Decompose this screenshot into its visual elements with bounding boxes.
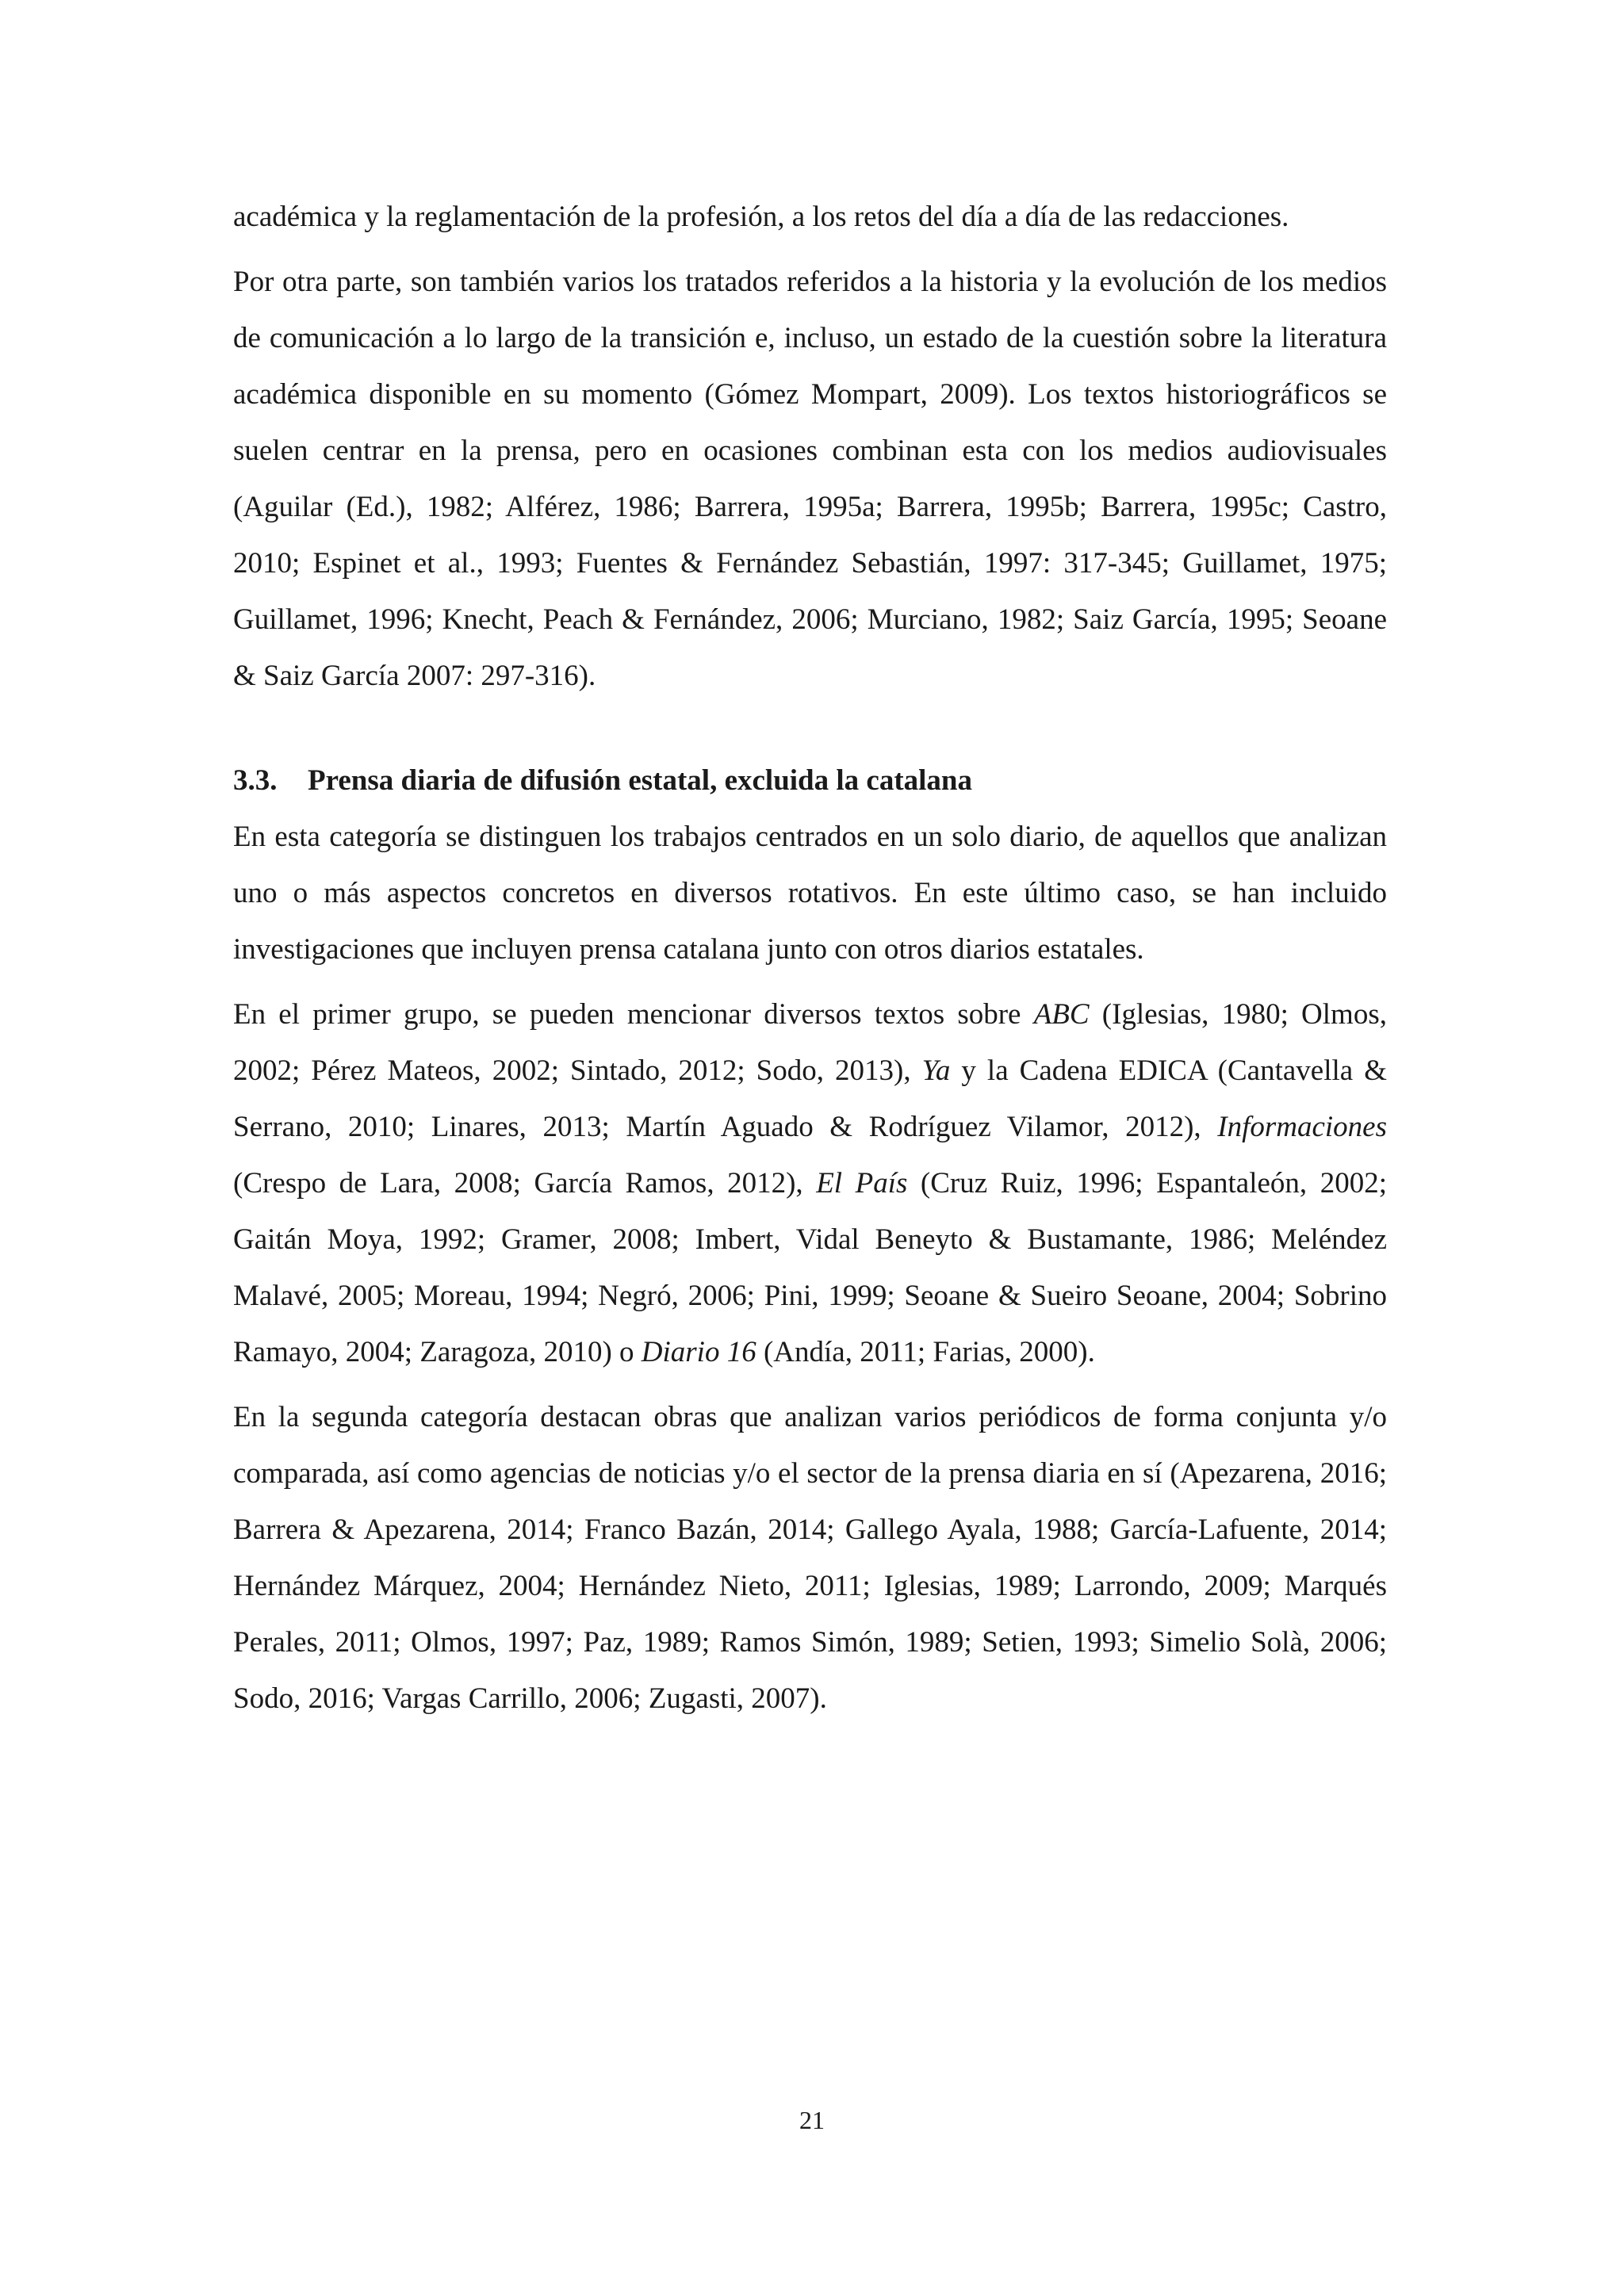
document-page bbox=[233, 189, 1387, 1735]
newspaper-title-informaciones: Informaciones bbox=[1217, 1111, 1387, 1143]
text-run: En el primer grupo, se pueden mencionar diversos textos sobre bbox=[233, 998, 1034, 1031]
section-title: Prensa diaria de difusión estatal, excluida la catalana bbox=[308, 764, 973, 797]
text-run: (Iglesias, 1980; Olmos, 2002; Pérez Mateos, 2002; Sintado, 2012; Sodo, 2013), bbox=[233, 998, 1387, 1087]
newspaper-title-el-pais: El País bbox=[816, 1167, 908, 1200]
text-run: (Cruz Ruiz, 1996; Espantaleón, 2002; Gaitán Moya, 1992; Gramer, 2008; Imbert, Vidal Beneyto & Bustamante, 1986; Meléndez Malavé, 2005; Moreau, 1994; Negró, 2006; Pini, 1999; Seoane & Sueiro Seoane, 2004; Sobrino Ramayo, 2004; Zaragoza, 2010) o bbox=[233, 1167, 1387, 1368]
paragraph-4 bbox=[233, 986, 1387, 1380]
section-heading bbox=[233, 752, 1387, 809]
paragraph-1: académica y la reglamentación de la profesión, a los retos del día a día de las redacciones. bbox=[233, 201, 1289, 233]
newspaper-title-abc: ABC bbox=[1033, 998, 1090, 1031]
newspaper-title-ya: Ya bbox=[921, 1054, 951, 1087]
text-run: (Andía, 2011; Farias, 2000). bbox=[756, 1336, 1095, 1368]
text-run: (Crespo de Lara, 2008; García Ramos, 2012), bbox=[233, 1167, 817, 1200]
section-number: 3.3. bbox=[233, 764, 278, 797]
paragraph-3: En esta categoría se distinguen los trabajos centrados en un solo diario, de aquellos que analizan uno o más aspectos concretos en diversos rotativos. En este último caso, se han incluido investigaciones que incluyen prensa catalana junto con otros diarios estatales. bbox=[233, 821, 1387, 966]
paragraph-2: Por otra parte, son también varios los tratados referidos a la historia y la evolución de los medios de comunicación a lo largo de la transición e, incluso, un estado de la cuestión sobre la literatura académica disponible en su momento (Gómez Mompart, 2009). Los textos historiográficos se suelen centrar en la prensa, pero en ocasiones combinan esta con los medios audiovisuales (Aguilar (Ed.), 1982; Alférez, 1986; Barrera, 1995a; Barrera, 1995b; Barrera, 1995c; Castro, 2010; Espinet et al., 1993; Fuentes & Fernández Sebastián, 1997: 317-345; Guillamet, 1975; Guillamet, 1996; Knecht, Peach & Fernández, 2006; Murciano, 1982; Saiz García, 1995; Seoane & Saiz García 2007: 297-316). bbox=[233, 266, 1387, 692]
newspaper-title-diario-16: Diario 16 bbox=[641, 1336, 756, 1368]
page-number: 21 bbox=[799, 2106, 825, 2134]
paragraph-5: En la segunda categoría destacan obras que analizan varios periódicos de forma conjunta y/o comparada, así como agencias de noticias y/o el sector de la prensa diaria en sí (Apezarena, 2016; Barrera & Apezarena, 2014; Franco Bazán, 2014; Gallego Ayala, 1988; García-Lafuente, 2014; Hernández Márquez, 2004; Hernández Nieto, 2011; Iglesias, 1989; Larrondo, 2009; Marqués Perales, 2011; Olmos, 1997; Paz, 1989; Ramos Simón, 1989; Setien, 1993; Simelio Solà, 2006; Sodo, 2016; Vargas Carrillo, 2006; Zugasti, 2007). bbox=[233, 1401, 1387, 1715]
text-run: y la Cadena EDICA (Cantavella & Serrano, 2010; Linares, 2013; Martín Aguado & Rodríguez Vilamor, 2012), bbox=[233, 1054, 1387, 1143]
